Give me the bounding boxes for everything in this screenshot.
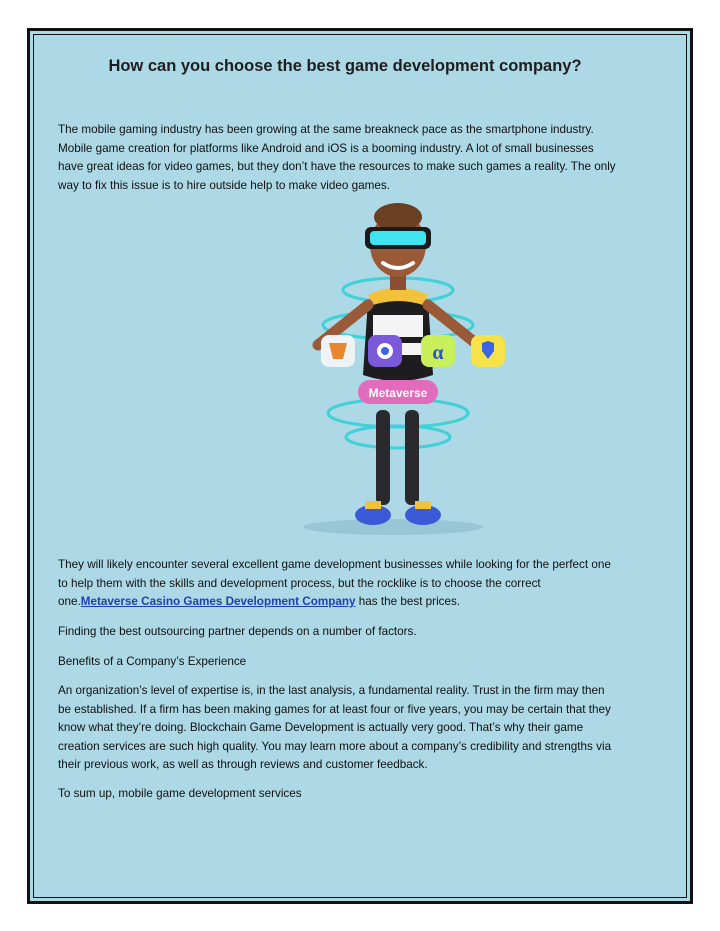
paragraph-partners-text: They will likely encounter several excellent game development businesses while looking for the perfect one to help them with the skills and development process, but the rocklike is to choose the correct one.	[58, 558, 611, 609]
paragraph-partners-tail: has the best prices.	[355, 595, 461, 609]
paragraph-benefits-heading: Benefits of a Company’s Experience	[58, 655, 247, 668]
paragraph-factors: Finding the best outsourcing partner depends on a number of factors.	[58, 625, 417, 638]
page-title: How can you choose the best game development company?	[108, 57, 582, 75]
intro-paragraph: The mobile gaming industry has been growing at the same breakneck pace as the smartphone industry. Mobile game creation for platforms like Android and iOS is a booming industry. A lot of small businesses have great ideas for video games, but they don’t have the resources to make such games a reality. The only way to fix this issue is to hire outside help to make video games.	[58, 123, 616, 192]
vr-character-illustration	[273, 175, 523, 545]
paragraph-summary: To sum up, mobile game development services	[58, 787, 302, 800]
metaverse-badge-text: Metaverse	[368, 386, 428, 400]
paragraph-expertise: An organization’s level of expertise is, in the last analysis, a fundamental reality. Trust in the firm may then be established. If a firm has been making games for at least four or five years, you may be certain that they know what they’re doing. Blockchain Game Development is actually very good. That’s why their game creation services are such high quality. You may learn more about a company’s credibility and strengths via their previous work, as well as through reviews and customer feedback.	[58, 684, 612, 772]
metaverse-casino-link[interactable]: Metaverse Casino Games Development Company	[80, 595, 356, 609]
svg-text:α: α	[432, 342, 444, 364]
paragraph-partners	[58, 556, 618, 612]
